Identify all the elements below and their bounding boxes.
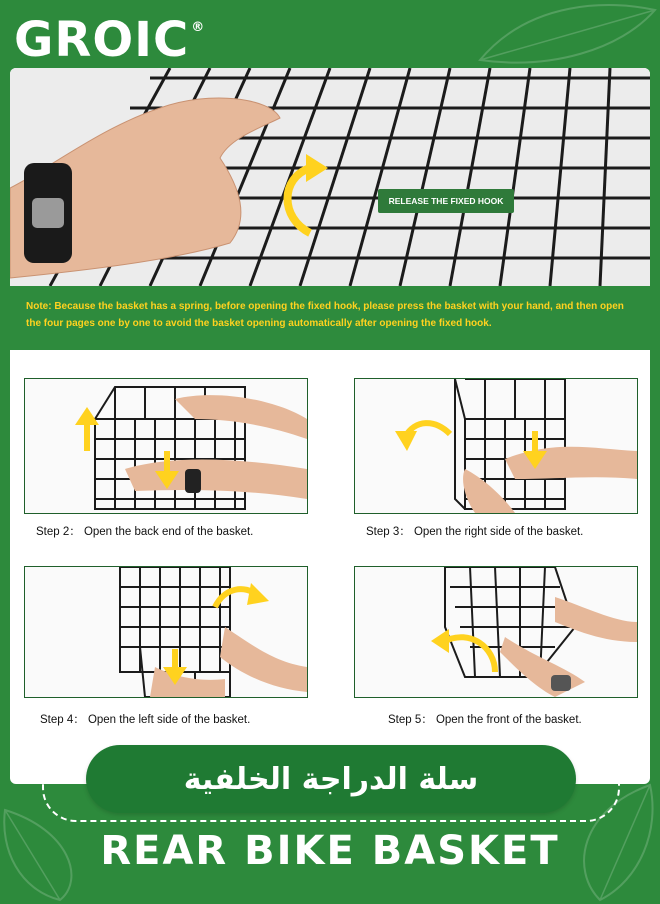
product-title: REAR BIKE BASKET — [100, 828, 560, 874]
arabic-title: سلة الدراجة الخلفية — [183, 761, 479, 797]
step-5-image — [354, 566, 638, 698]
note-banner — [10, 286, 650, 350]
registered-mark: ® — [191, 20, 206, 35]
hero-photo — [10, 68, 650, 286]
basket-open-left-illustration — [25, 567, 307, 697]
instruction-card — [10, 68, 650, 784]
brand-logo-text: GROIC — [14, 12, 190, 68]
arabic-title-pill — [86, 745, 576, 813]
note-text: Note: Because the basket has a spring, before opening the fixed hook, please press the basket with your hand, and then open the four pages one by one to avoid the basket opening automatically after opening the fixed hook. — [26, 301, 624, 329]
step-2-caption: Step 2： Open the back end of the basket. — [36, 526, 254, 538]
basket-open-front-illustration — [355, 567, 637, 697]
step-3-image — [354, 378, 638, 514]
step-5-caption: Step 5： Open the front of the basket. — [388, 714, 582, 726]
step-4-caption: Step 4： Open the left side of the basket. — [40, 714, 251, 726]
step-2-image — [24, 378, 308, 514]
basket-open-back-illustration — [25, 379, 307, 513]
brand-logo — [14, 8, 205, 72]
step-4-image — [24, 566, 308, 698]
release-hook-callout: RELEASE THE FIXED HOOK — [378, 189, 514, 213]
basket-open-right-illustration — [355, 379, 637, 513]
leaf-decoration-top-right — [470, 0, 660, 70]
step-3-caption: Step 3： Open the right side of the basket. — [366, 526, 584, 538]
basket-grid-illustration — [10, 68, 650, 286]
